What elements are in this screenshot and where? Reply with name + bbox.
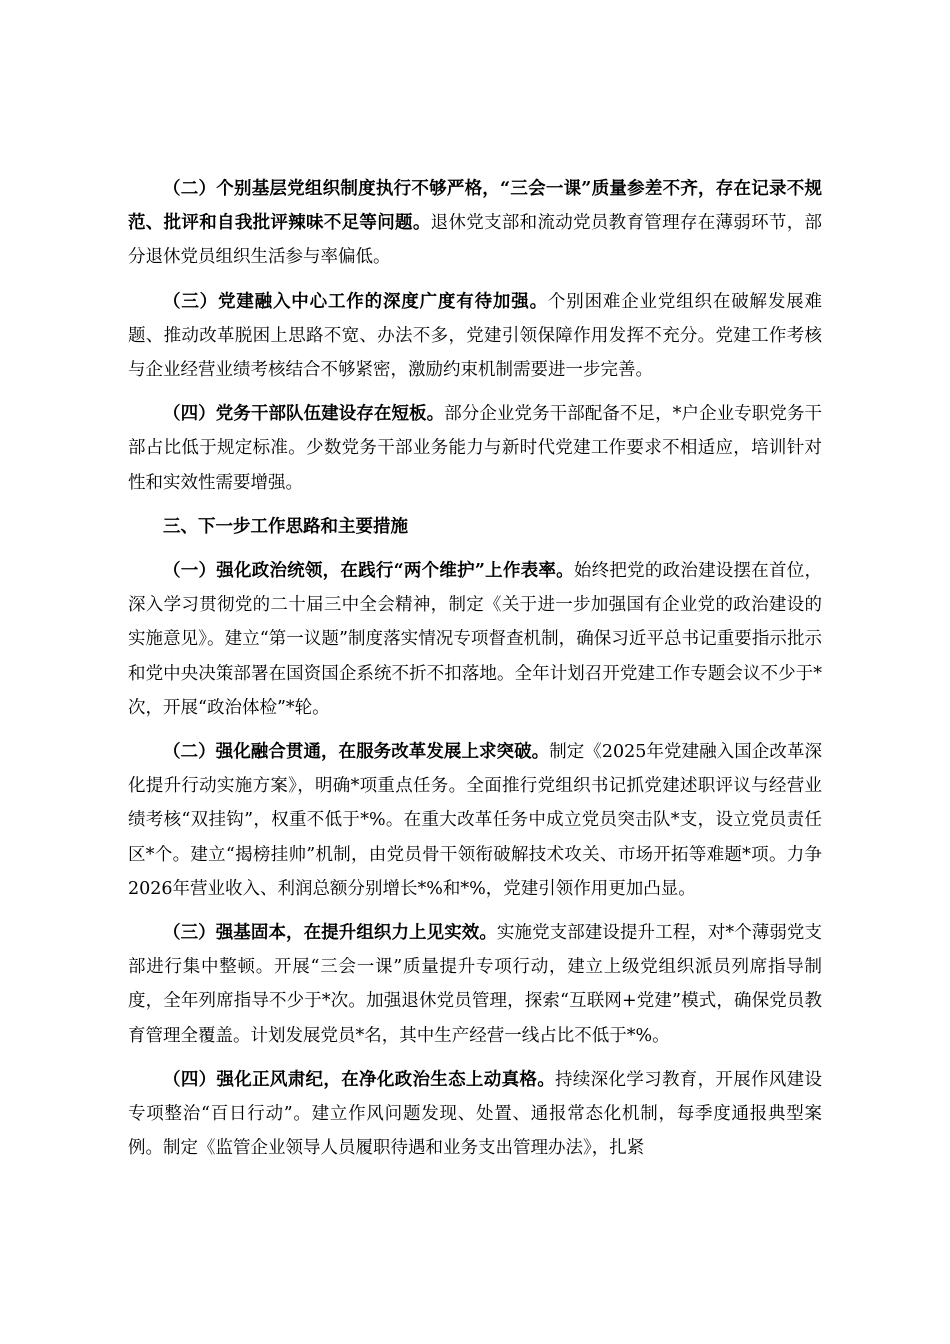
problem-paragraph-3 <box>128 285 822 388</box>
problem-4-body: 部分企业党务干部配备不足，*户企业专职党务干部占比低于规定标准。少数党务干部业务能力与新时代党建工作要求不相适应，培训针对性和实效性需要增强。 <box>128 404 823 493</box>
measure-3-lead: （三）强基固本，在提升组织力上见实效。 <box>163 923 497 944</box>
measure-1-body: 始终把党的政治建设摆在首位，深入学习贯彻党的二十届三中全会精神，制定《关于进一步加强国有企业党的政治建设的实施意见》。建立“第一议题”制度落实情况专项督查机制，确保习近平总书记重要指示批示和党中央决策部署在国资国企系统不折不扣落地。全年计划召开党建工作专题会议不少于*次，开展“政治体检”*轮。 <box>128 561 823 718</box>
problem-3-lead: （三）党建融入中心工作的深度广度有待加强。 <box>163 291 548 312</box>
measure-4-body: 持续深化学习教育，开展作风建设专项整治“百日行动”。建立作风问题发现、处置、通报常态化机制，每季度通报典型案例。制定《监管企业领导人员履职待遇和业务支出管理办法》，扎紧 <box>128 1069 823 1159</box>
problem-2-lead: （二）个别基层党组织制度执行不够严格，“三会一课”质量参差不齐，存在记录不规范、批评和自我批评辣味不足等问题。 <box>128 179 822 234</box>
section-heading: 三、下一步工作思路和主要措施 <box>163 516 408 537</box>
problem-4-lead: （四）党务干部队伍建设存在短板。 <box>163 404 445 425</box>
measure-paragraph-4 <box>128 1063 822 1166</box>
measure-2-lead: （二）强化融合贯通，在服务改革发展上求突破。 <box>163 742 550 763</box>
measure-paragraph-1 <box>128 554 822 725</box>
problem-paragraph-4 <box>128 397 822 500</box>
problem-paragraph-2 <box>128 172 822 275</box>
measure-4-lead: （四）强化正风肃纪，在净化政治生态上动真格。 <box>163 1069 556 1090</box>
problem-2-body: 退休党支部和流动党员教育管理存在薄弱环节，部分退休党员组织生活参与率偏低。 <box>128 213 823 268</box>
measure-2-body: 制定《2025年党建融入国企改革深化提升行动实施方案》，明确*项重点任务。全面推行党组织书记抓党建述职评议与经营业绩考核“双挂钩”，权重不低于*%。在重大改革任务中成立党员突击队*支，设立党员责任区*个。建立“揭榜挂帅”机制，由党员骨干领衔破解技术攻关、市场开拓等难题*项。力争2026年营业收入、利润总额分别增长*%和*%，党建引领作用更加凸显。 <box>128 742 822 899</box>
measure-1-lead: （一）强化政治统领，在践行“两个维护”上作表率。 <box>163 561 574 582</box>
measure-paragraph-3 <box>128 916 822 1053</box>
measure-paragraph-2 <box>128 735 822 906</box>
measure-3-body: 实施党支部建设提升工程，对*个薄弱党支部进行集中整顿。开展“三会一课”质量提升专项行动，建立上级党组织派员列席指导制度，全年列席指导不少于*次。加强退休党员管理，探索“互联网+党建”模式，确保党员教育管理全覆盖。计划发展党员*名，其中生产经营一线占比不低于*%。 <box>128 923 823 1046</box>
problem-3-body: 个别困难企业党组织在破解发展难题、推动改革脱困上思路不宽、办法不多，党建引领保障作用发挥不充分。党建工作考核与企业经营业绩考核结合不够紧密，激励约束机制需要进一步完善。 <box>128 291 823 381</box>
